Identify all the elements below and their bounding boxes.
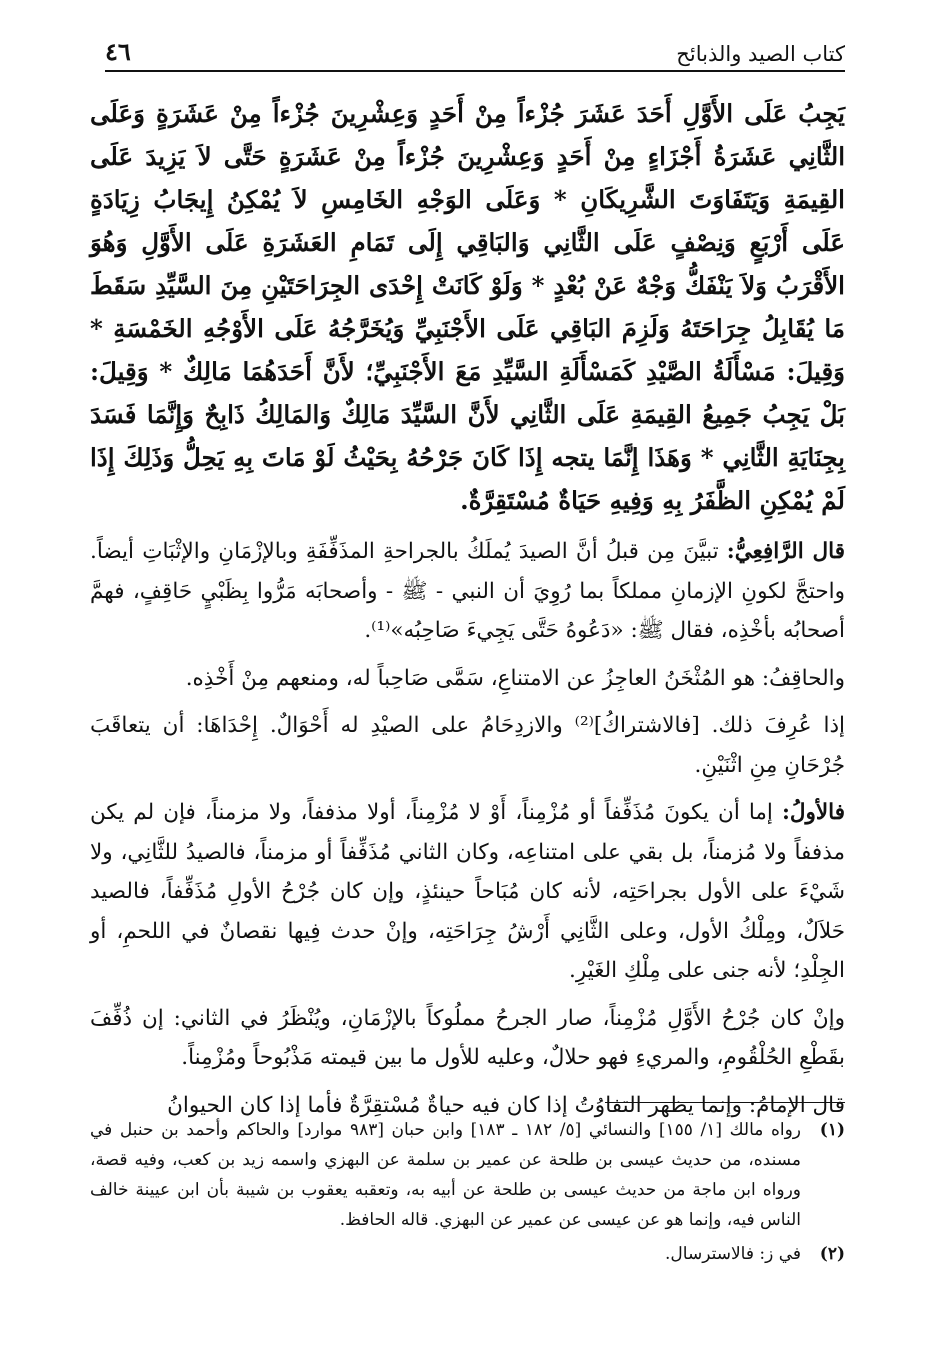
paragraph-text: إذا عُرِفَ ذلك. [فالاشتراكُ]⁽²⁾ والازدِحَامُ على الصيْدِ له أَحْوَالٌ. إِحْدَاهَا: أن يتعاقَبَ جُرْحَانِ مِنِ اثْنَيْنِ.	[90, 713, 845, 778]
page-number: ٤٦	[105, 37, 131, 66]
paragraph-lead: قال الرَّافِعِيُّ:	[726, 539, 845, 564]
commentary-paragraph-3	[90, 706, 845, 785]
paragraph-text: إما أن يكونَ مُذَفِّفاً أو مُزْمِناً، أَوْ لا مُزْمِناً، أولا مذففاً، ولا مزمناً، فإن لم يكن مذففاً ولا مُزمناً، بل بقي على امتناعِه، وكان الثاني مُذَفِّفاً أو مزمناً، فالصيدُ للثَّانِي، ولا شَيْءَ على الأول بجراحَتِه، لأنه كان مُبَاحاً حينئذٍ، وإن كان جُرْحُ الأولِ مُذَفِّفاً، فالصيد حَلاَلٌ، ومِلْكُ الأول، وعلى الثَّانِي أَرْشُ جِرَاحَتِه، وإنْ حدث فِيها نقصانٌ في اللحمِ، أو الجِلْدِ؛ لأنه جنى على مِلْكِ الغَيْرِ.	[90, 800, 845, 983]
footnote-1	[90, 1115, 845, 1235]
footnote-number: (١)	[819, 1120, 845, 1140]
footnote-number: (٢)	[819, 1244, 845, 1264]
paragraph-text: وإنْ كان جُرْحُ الأَوَّلِ مُزْمِناً، صار الجرحُ مملُوكاً بالإزْمَانِ، ويُنْظَرُ في الثاني: إن ذُفِّفَ بقَطْعِ الحُلْقُومِ، والمريءِ فهو حلالٌ، وعليه للأول ما بين قيمته مَذْبُوحاً ومُزْمِناً.	[90, 1005, 845, 1070]
footnote-divider	[605, 1102, 845, 1103]
commentary-paragraph-4	[90, 793, 845, 991]
running-head	[105, 34, 845, 72]
main-text	[90, 92, 845, 1133]
matn-paragraph: يَجِبُ عَلَى الأَوَّلِ أَحَدَ عَشَرَ جُزْءاً مِنْ أَحَدٍ وَعِشْرِينَ جُزْءاً مِنْ عَشَرَةٍ وَعَلَى الثَّانِي عَشَرَةُ أَجْزَاءٍ مِنْ أَحَدٍ وَعِشْرِينَ جُزْءاً مِنْ عَشَرَةٍ حَتَّى لاَ يَزِيدَ عَلَى القِيمَةِ وَيَتَفَاوَتَ الشَّرِيكَانِ * وَعَلَى الوَجْهِ الخَامِسِ لاَ يُمْكِنُ إِيجَابُ زِيَادَةٍ عَلَى أَرْبَعٍ وَنِصْفٍ عَلَى الثَّانِي وَالبَاقِي إِلَى تَمَامِ العَشَرَةِ عَلَى الأَوَّلِ وَهُوَ الأَقْرَبُ وَلاَ يَنْفَكُّ وَجْهٌ عَنْ بُعْدٍ * وَلَوْ كَانَتْ إِحْدَى الجِرَاحَتَيْنِ مِنَ السَّيِّدِ سَقَطَ مَا يُقَابِلُ جِرَاحَتَهُ وَلَزِمَ البَاقِي عَلَى الأَجْنَبِيِّ وَيُخَرَّجُهُ عَلَى الأَوْجُهِ الخَمْسَةِ * وَقِيلَ: مَسْأَلَةُ الصَّيْدِ كَمَسْأَلَةِ السَّيِّدِ مَعَ الأَجْنَبِيِّ؛ لأَنَّ أَحَدَهُمَا مَالِكٌ * وَقِيلَ: بَلْ يَجِبُ جَمِيعُ القِيمَةِ عَلَى الثَّانِي لأَنَّ السَّيِّدَ مَالِكٌ وَالمَالِكُ ذَابِحٌ وَإِنَّمَا فَسَدَ بِجِنَايَةِ الثَّانِي * وَهَذَا إِنَّمَا يتجه إِذَا كَانَ جَرْحُهُ بِحَيْثُ لَوْ مَاتَ بِهِ يَحِلُّ وَذَلِكَ إِذَا لَمْ يُمْكِنِ الظَّفَرُ بِهِ وَفِيهِ حَيَاةٌ مُسْتَقِرَّةٌ.	[90, 99, 845, 515]
commentary-paragraph-1	[90, 532, 845, 651]
paragraph-text: تبيَّنَ مِن قبلُ أنَّ الصيدَ يُملَكُ بالجراحةِ المذَفِّفَةِ وبالإزْمَانِ والإثْبَاتِ أيضاً. واحتجَّ لكونِ الإزمانِ مملكاً بما رُوِيَ أن النبي - ﷺ - وأصحابَه مَرُّوا بِظَبْيٍ حَاقِفٍ، فهمَّ أصحابُه بأخْذِه، فقال ﷺ: «دَعُوهُ حَتَّى يَجِيءَ صَاحِبُه»⁽¹⁾.	[90, 539, 845, 643]
chapter-title: كتاب الصيد والذبائح	[676, 42, 845, 66]
footnote-text: في ز: فالاسترسال.	[665, 1244, 801, 1264]
paragraph-text: والحاقِفُ: هو المُثْخَنُ العاجِزُ عن الامتناعِ، سَمَّى صَاحِباً له، ومنعهم مِنْ أَخْذِه.	[185, 665, 845, 691]
footnotes	[90, 1102, 845, 1273]
paragraph-lead: فالأولُ:	[781, 800, 845, 825]
footnote-2	[90, 1239, 845, 1269]
paragraph-text: قال الإمامُ: وإنما يظهر التفاوُتُ إذا كان فيه حياةٌ مُسْتقِرَّةٌ فأما إذا كان الحيوانُ	[167, 1092, 845, 1118]
commentary-paragraph-5	[90, 999, 845, 1078]
commentary-paragraph-2	[90, 659, 845, 699]
footnote-text: رواه مالك [١/ ١٥٥] والنسائي [٥/ ١٨٢ ـ ١٨٣] وابن حبان [٩٨٣ موارد] والحاكم وأحمد بن حنبل في مسنده، من حديث عيسى بن طلحة عن عمير بن سلمة عن البهزي واسمه زيد بن كعب، وفيه قصة، ورواه ابن ماجة من حديث عيسى بن طلحة عن أبيه به، وتعقبه يعقوب بن شيبة بأن ابن عيينة خالف الناس فيه، وإنما هو عن عيسى عن عمير عن البهزي. قاله الحافظ.	[90, 1120, 802, 1230]
